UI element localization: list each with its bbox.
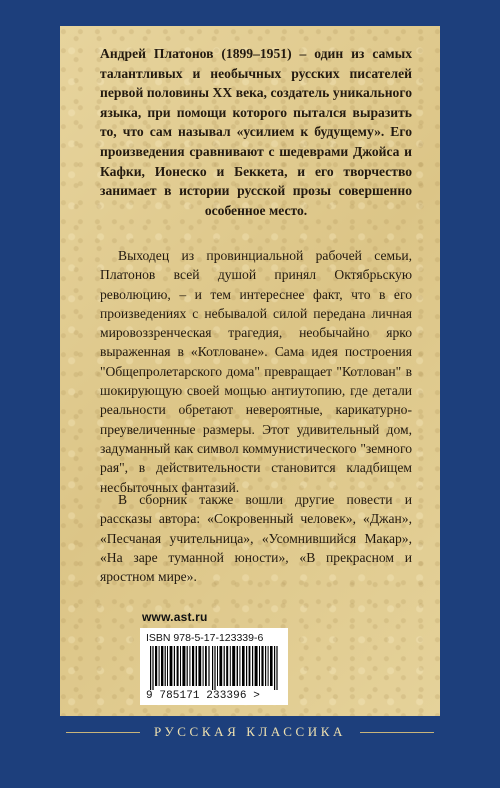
description-paragraph-1: Выходец из провинциальной рабочей семьи, Платонов всей душой принял Октябрьскую революцию, – и тем интереснее факт, что в его произведениях с небывалой силой передана личная мировоззренческая трагедия, необычайно ярко выраженная в «Котловане». Сама идея построения "Общепролетарского дома" превращает "Котлован" в шокирующую своей мощью антиутопию, где детали реальности обретают невероятные, карикатурно-преувеличенные размеры. Этот удивительный дом, задуманный как символ коммунистического "земного рая", в действительности становится кладбищем несбыточных фантазий. [100, 248, 412, 495]
series-banner [66, 718, 434, 746]
barcode-label [140, 628, 288, 705]
author-intro: Андрей Платонов (1899–1951) – один из самых талантливых и необычных русских писателей первой половины XX века, создатель уникального языка, при помощи которого пытался выразить то, что сам называл «усилием к будущему». Его произведения сравнивают с шедеврами Джойса и Кафки, Ионеско и Беккета, и его творчество занимает в истории русской прозы совершенно особенное место. [100, 46, 412, 218]
series-title: РУССКАЯ КЛАССИКА [153, 724, 347, 739]
barcode-digits: 9 785171 233396 > [146, 690, 260, 702]
text-panel [60, 26, 440, 716]
barcode-block [140, 610, 288, 705]
barcode-bars [146, 646, 282, 690]
series-rule-left [66, 732, 140, 733]
series-rule-right [360, 732, 434, 733]
publisher-website: www.ast.ru [142, 610, 208, 624]
isbn-number: ISBN 978-5-17-123339-6 [146, 632, 264, 644]
description-paragraph-2: В сборник также вошли другие повести и рассказы автора: «Сокровенный человек», «Джан», «Песчаная учительница», «Усомнившийся Макар», «На заре туманной юности», «В прекрасном и яростном мире». [100, 492, 412, 585]
